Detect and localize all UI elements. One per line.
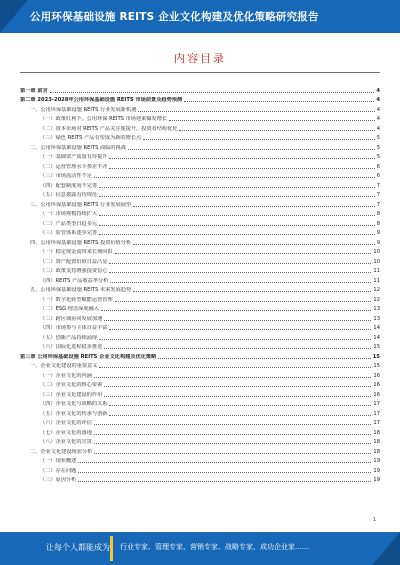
toc-entry-page: 10 (373, 249, 380, 255)
toc-leader-dots (78, 481, 371, 482)
toc-entry-title: （二）资产配置价值日益凸显 (40, 258, 108, 265)
toc-entry-title: （三）跨区域协同发展加速 (40, 315, 103, 322)
toc-entry-title: 一、公用环保基础设施 REITS 行业发展新机遇 (30, 106, 137, 113)
toc-entry[interactable] (20, 113, 380, 123)
toc-leader-dots (109, 329, 371, 330)
toc-entry[interactable] (20, 312, 380, 322)
toc-leader-dots (184, 101, 374, 102)
toc-leader-dots (94, 177, 375, 178)
toc-leader-dots (99, 367, 371, 368)
toc-entry-title: （一）基础资产质量有待提升 (40, 154, 108, 160)
toc-entry-title: （四）市场参与主体日益丰富 (40, 325, 108, 331)
toc-entry-title: （二）ESG 理念深度融入 (40, 306, 99, 312)
toc-entry-page: 13 (373, 306, 380, 312)
toc-leader-dots (104, 396, 371, 397)
toc-entry-title: （三）原因分析 (40, 477, 77, 483)
toc-entry-page: 17 (373, 410, 380, 417)
toc-leader-dots (179, 130, 374, 131)
header-banner (0, 0, 400, 33)
toc-top-rule (20, 72, 380, 73)
toc-entry-page: 19 (373, 467, 380, 474)
toc-entry-page: 19 (373, 477, 380, 483)
toc-entry-title: （五）创新产品持续涌现 (40, 334, 98, 341)
toc-entry-page: 7 (376, 192, 380, 198)
toc-entry-title: （三）绿色 REITS 产品有望成为新的增长点 (40, 135, 142, 141)
toc-entry-page: 11 (373, 268, 380, 274)
toc-entry-page: 4 (376, 87, 380, 94)
footer-slogan: 让每个人都能成为 (46, 543, 110, 552)
toc-entry[interactable] (20, 322, 380, 332)
toc-entry-title: 第一章 前言 (20, 87, 48, 94)
toc-entry-page: 19 (373, 458, 380, 464)
toc-entry-page: 16 (373, 391, 380, 398)
toc-leader-dots (99, 234, 375, 235)
toc-entry-title: （八）企业文化的宣贯 (40, 439, 92, 445)
toc-entry-page: 10 (373, 258, 380, 265)
toc-entry-title: （一）稳定现金流带来长期回报 (40, 249, 113, 255)
toc-entry-page: 18 (373, 448, 380, 455)
toc-leader-dots (110, 282, 371, 283)
toc-leader-dots (158, 358, 370, 359)
toc-entry[interactable] (20, 132, 380, 142)
toc-leader-dots (138, 111, 374, 112)
toc-leader-dots (104, 386, 371, 387)
toc-entry[interactable] (20, 141, 380, 151)
toc-entry-title: （三）政策支持增强投资信心 (40, 268, 108, 274)
toc-heading: 内容目录 (174, 52, 226, 65)
toc-entry-page: 4 (376, 97, 380, 103)
toc-entry-title: （一）企业文化的内涵 (40, 372, 92, 379)
toc-entry[interactable] (20, 94, 380, 104)
toc-leader-dots (169, 120, 375, 121)
toc-entry-title: （七）企业文化的落地 (40, 429, 92, 436)
toc-leader-dots (109, 272, 371, 273)
toc-leader-dots (109, 263, 371, 264)
toc-entry[interactable] (20, 179, 380, 189)
toc-entry[interactable] (20, 170, 380, 180)
toc-leader-dots (99, 196, 375, 197)
toc-entry-title: （一）数字化转型赋能运营管理 (40, 296, 113, 303)
toc-entry[interactable] (20, 265, 380, 275)
toc-leader-dots (99, 339, 371, 340)
toc-entry-page: 11 (373, 277, 380, 284)
toc-entry-page: 16 (373, 382, 380, 388)
toc-leader-dots (94, 443, 372, 444)
toc-entry-page: 9 (376, 230, 380, 236)
toc-entry-page: 18 (373, 439, 380, 445)
toc-entry[interactable] (20, 417, 380, 427)
toc-entry[interactable] (20, 360, 380, 370)
toc-entry-page: 14 (373, 325, 380, 331)
toc-leader-dots (109, 168, 374, 169)
toc-entry-title: （三）监管体系逐步完善 (40, 230, 98, 236)
toc-leader-dots (94, 453, 371, 454)
toc-entry[interactable] (20, 341, 380, 351)
toc-entry-title: 第三章 公用环保基础设施 REITS 企业文化构建及优化策略 (20, 353, 157, 360)
toc-entry-page: 17 (373, 401, 380, 407)
toc-entry[interactable] (20, 160, 380, 170)
toc-entry-page: 16 (373, 372, 380, 379)
toc-entry-page: 8 (376, 211, 380, 217)
toc-entry[interactable] (20, 103, 380, 113)
toc-leader-dots (94, 424, 372, 425)
toc-entry[interactable] (20, 436, 380, 446)
toc-leader-dots (133, 206, 375, 207)
toc-entry-page: 15 (372, 353, 380, 360)
toc-entry[interactable] (20, 227, 380, 237)
toc-entry[interactable] (20, 464, 380, 474)
toc-entry[interactable] (20, 274, 380, 284)
toc-entry-page: 4 (376, 116, 380, 122)
toc-entry-page: 6 (376, 163, 380, 170)
toc-entry-page: 15 (373, 344, 380, 350)
toc-leader-dots (109, 158, 374, 159)
toc-entry[interactable] (20, 122, 380, 132)
toc-entry[interactable] (20, 331, 380, 341)
toc-entry-title: 第二章 2023-2028年公用环保基础设施 REITS 市场前景及趋势预测 (20, 97, 183, 103)
toc-entry-page: 7 (376, 182, 380, 189)
toc-entry[interactable] (20, 455, 380, 465)
toc-entry[interactable] (20, 426, 380, 436)
toc-entry-title: （四）企业文化与战略的关系 (40, 401, 108, 407)
footer-tagline: 行业专家、管理专家、营销专家、战略专家、成功企业家…… (120, 543, 309, 551)
toc-entry-title: （二）运营管理水平参差不齐 (40, 163, 108, 170)
toc-entry[interactable] (20, 284, 380, 294)
toc-entry-title: （五）信息披露有待规范 (40, 192, 98, 198)
toc-entry[interactable] (20, 236, 380, 246)
toc-entry-page: 17 (373, 420, 380, 426)
toc-entry-title: （一）现状概述 (40, 458, 77, 464)
toc-leader-dots (128, 149, 375, 150)
toc-entry-page: 5 (376, 144, 380, 151)
toc-entry-title: 一、企业文化建设的重要意义 (30, 363, 98, 369)
toc-leader-dots (133, 244, 375, 245)
toc-entry[interactable] (20, 84, 380, 94)
toc-entry-page: 12 (373, 296, 380, 303)
toc-leader-dots (101, 310, 371, 311)
toc-entry-title: （二）企业文化的核心要素 (40, 382, 103, 388)
toc-entry-page: 12 (373, 287, 380, 293)
toc-entry-title: （六）国际化进程稳步推进 (40, 344, 103, 350)
toc-entry[interactable] (20, 246, 380, 256)
toc-entry-title: （一）市场规模持续扩大 (40, 211, 98, 217)
toc-entry[interactable] (20, 217, 380, 227)
toc-entry-title: 三、公用环保基础设施 REITS 行业发展展望 (30, 201, 132, 208)
toc-leader-dots (115, 301, 372, 302)
toc-entry-title: （一）政策红利下，公用环保 REITS 市场迎来爆发增长 (40, 116, 168, 122)
toc-entry-page: 5 (376, 135, 380, 141)
toc-entry-page: 7 (376, 201, 380, 208)
report-title: 公用环保基础设施 REITS 企业文化构建及优化策略研究报告 (30, 11, 319, 23)
toc-leader-dots (104, 348, 371, 349)
toc-entry[interactable] (20, 198, 380, 208)
footer-banner (0, 532, 400, 565)
toc-leader-dots (109, 405, 371, 406)
toc-entry-page: 14 (373, 334, 380, 341)
toc-leader-dots (94, 377, 372, 378)
toc-entry[interactable] (20, 474, 380, 484)
toc-leader-dots (94, 434, 372, 435)
toc-entry-page: 13 (373, 315, 380, 322)
toc-entry-title: （四）配套制度尚不完善 (40, 182, 98, 189)
toc-entry[interactable] (20, 151, 380, 161)
toc-entry-page: 6 (376, 173, 380, 179)
toc-entry-title: （六）企业文化的评估 (40, 420, 92, 426)
toc-entry-title: （二）资本市场对 REITS 产品关注度提升，投资者结构优化 (40, 125, 178, 132)
toc-entry-page: 18 (373, 429, 380, 436)
toc-entry-page: 5 (376, 154, 380, 160)
toc-entry[interactable] (20, 379, 380, 389)
toc-leader-dots (109, 415, 371, 416)
toc-entry-title: （二）产品类型日趋多元 (40, 220, 98, 227)
toc-entry[interactable] (20, 303, 380, 313)
toc-entry-page: 4 (376, 106, 380, 113)
page-number: 1 (372, 517, 376, 523)
toc-leader-dots (104, 320, 371, 321)
toc-entry[interactable] (20, 388, 380, 398)
toc-leader-dots (99, 215, 375, 216)
footer-divider (110, 536, 113, 561)
toc-entry-page: 9 (376, 239, 380, 246)
toc-entry[interactable] (20, 189, 380, 199)
toc-entry-title: （四）REITS 产品收益率分析 (40, 277, 109, 284)
toc-entry-title: （二）存在问题 (40, 467, 77, 474)
toc-entry[interactable] (20, 350, 380, 360)
toc-entry-title: 二、公用环保基础设施 REITS 面临的挑战 (30, 144, 126, 151)
toc-leader-dots (143, 139, 375, 140)
toc-entry-page: 4 (376, 125, 380, 132)
toc-entry[interactable] (20, 208, 380, 218)
table-of-contents (20, 84, 380, 483)
toc-entry-title: （三）企业文化建设的作用 (40, 391, 103, 398)
toc-entry-title: （五）企业文化的传承与创新 (40, 410, 108, 417)
toc-entry[interactable] (20, 293, 380, 303)
toc-leader-dots (99, 225, 375, 226)
toc-entry[interactable] (20, 255, 380, 265)
toc-entry-title: 二、企业文化建设现状分析 (30, 448, 93, 455)
toc-entry[interactable] (20, 445, 380, 455)
toc-leader-dots (133, 291, 371, 292)
toc-entry-page: 8 (376, 220, 380, 227)
toc-entry[interactable] (20, 398, 380, 408)
toc-leader-dots (78, 472, 371, 473)
toc-leader-dots (115, 253, 372, 254)
toc-leader-dots (99, 187, 375, 188)
toc-entry-page: 15 (373, 363, 380, 369)
toc-leader-dots (78, 462, 371, 463)
toc-entry[interactable] (20, 407, 380, 417)
toc-leader-dots (50, 92, 375, 93)
toc-entry-title: （三）市场流动性不足 (40, 173, 92, 179)
toc-entry-title: 四、公用环保基础设施 REITS 投资价值分析 (30, 239, 132, 246)
toc-entry[interactable] (20, 369, 380, 379)
toc-entry-title: 五、公用环保基础设施 REITS 未来发展趋势 (30, 287, 132, 293)
